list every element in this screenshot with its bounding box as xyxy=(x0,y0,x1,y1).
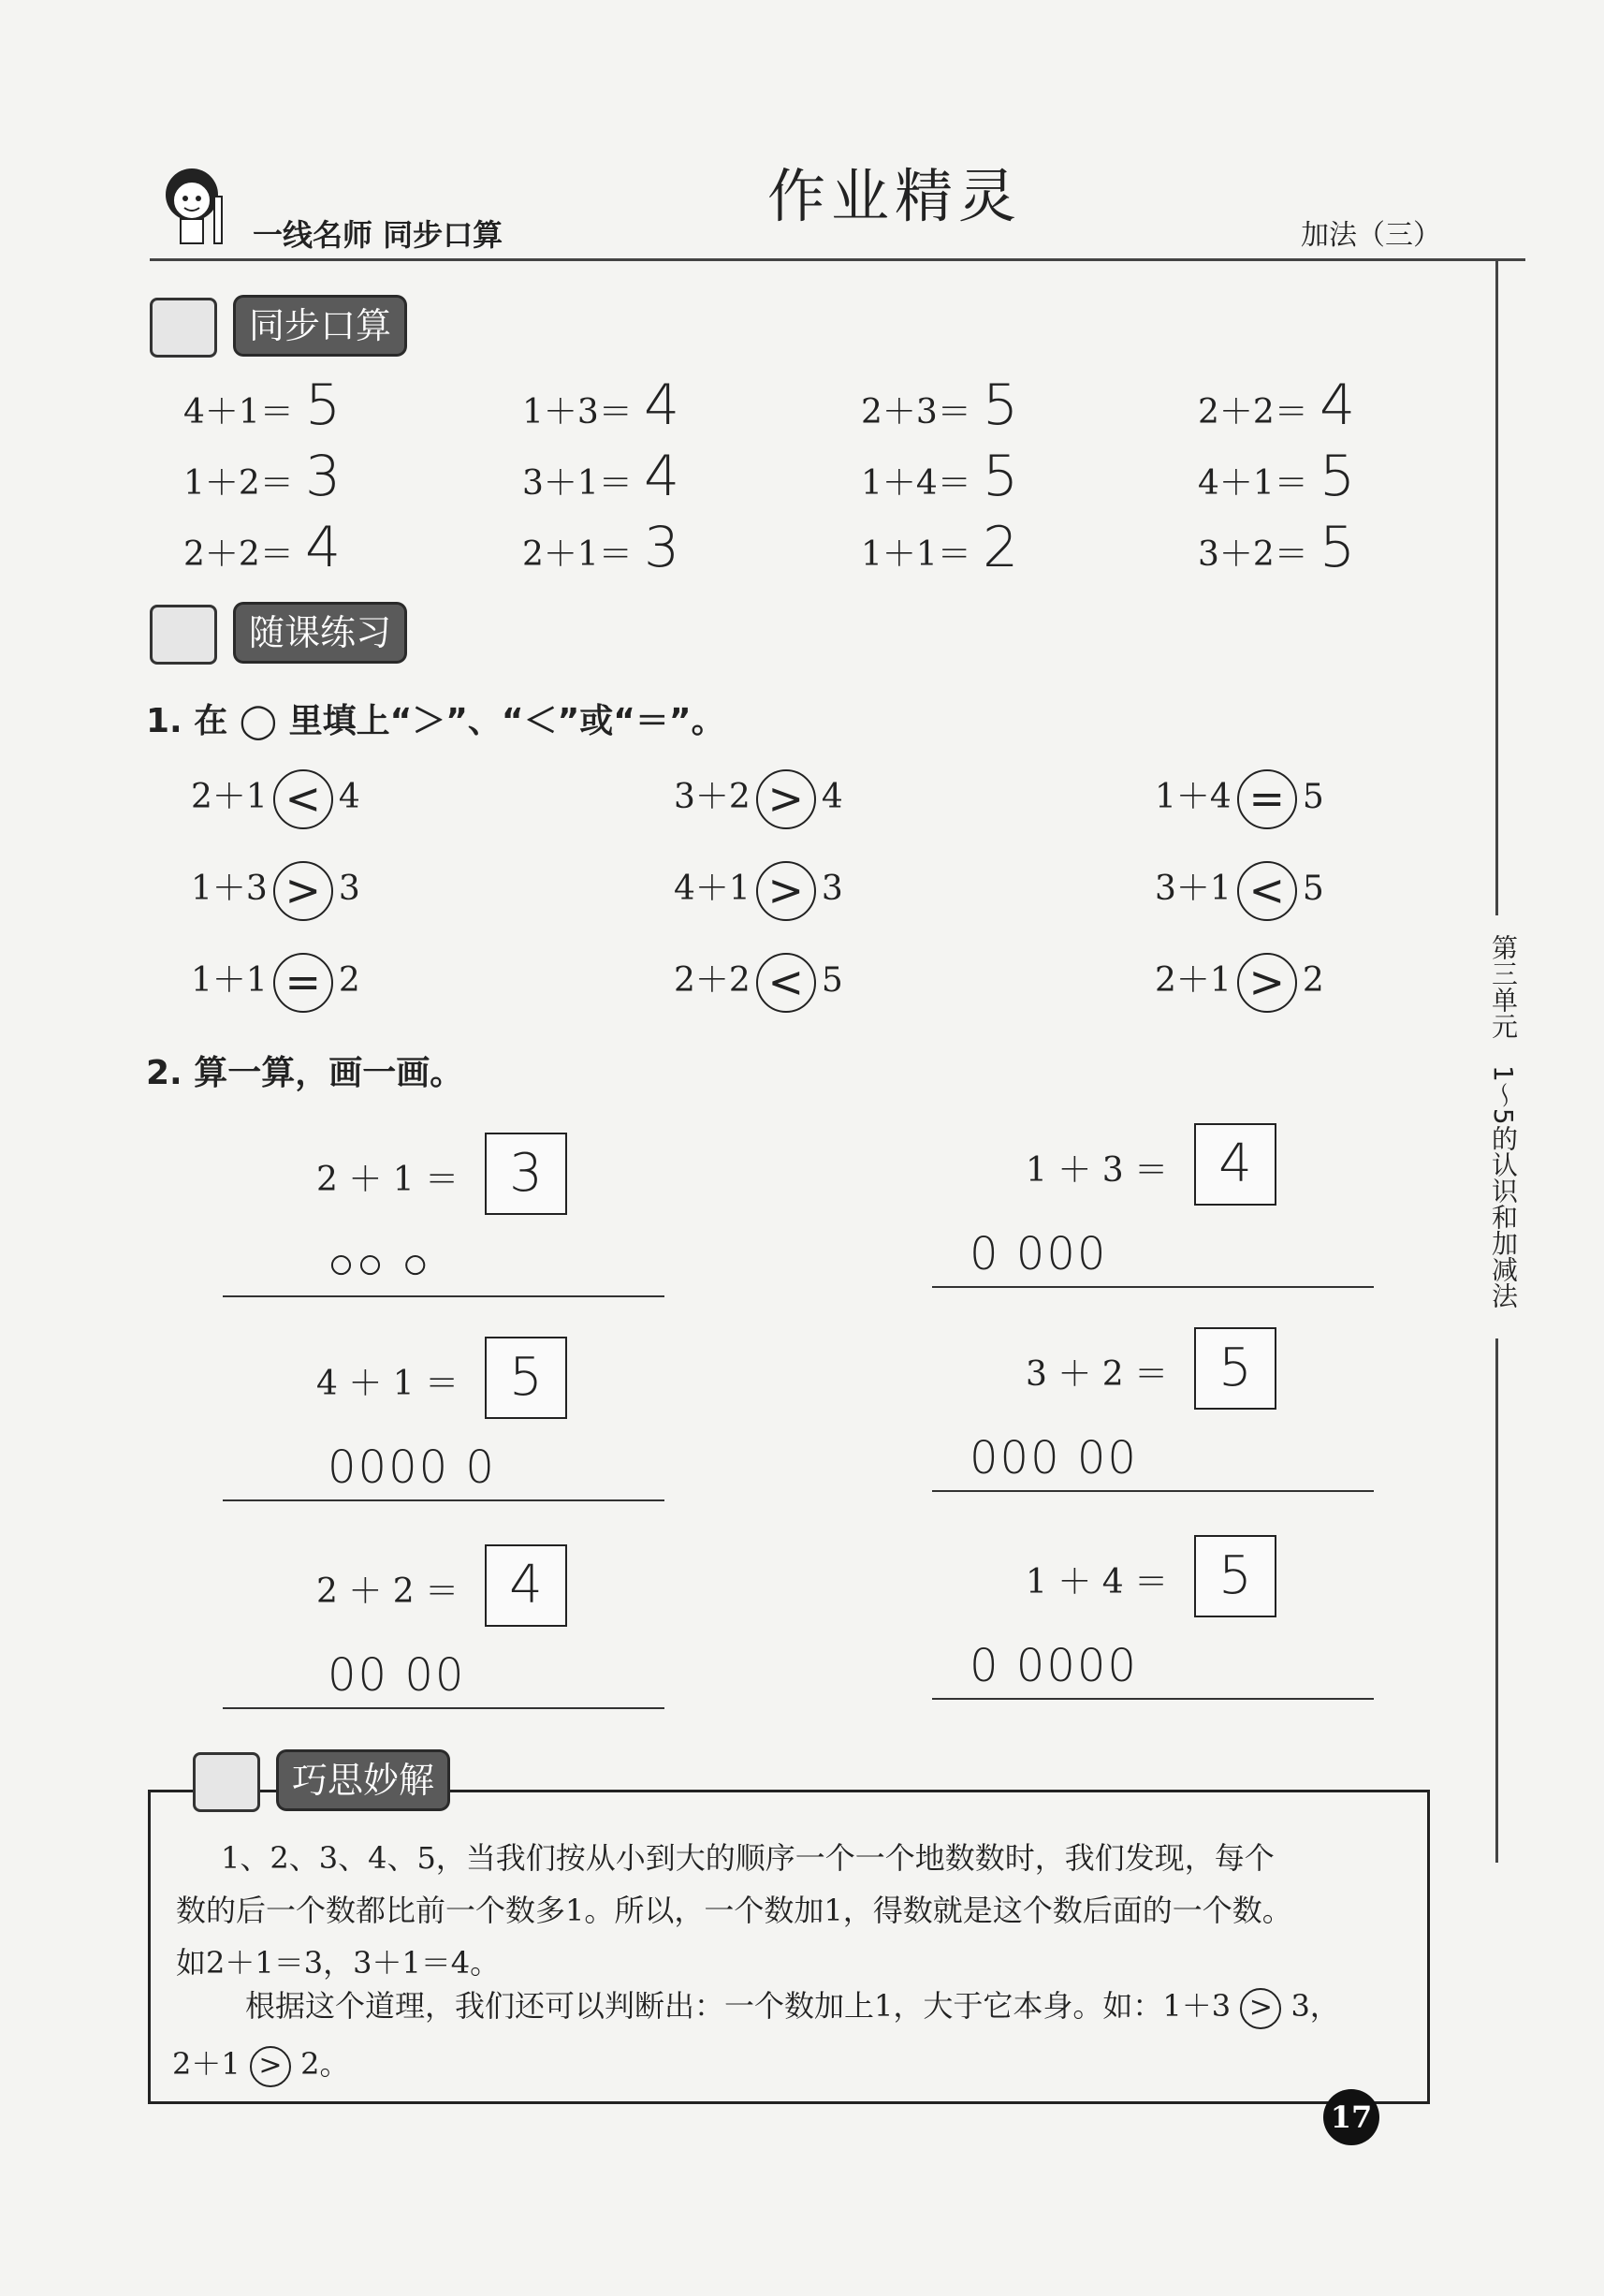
compare-right: 2 xyxy=(1302,961,1324,1000)
oral-answer: 3 xyxy=(644,515,680,580)
compare-answer-circle: < xyxy=(756,953,816,1013)
compare-item xyxy=(1155,953,1324,1013)
compare-left: 3＋1 xyxy=(1155,870,1232,908)
oral-answer: 5 xyxy=(305,373,342,438)
drawing-line xyxy=(223,1499,664,1501)
tip-line-4 xyxy=(245,1982,1340,2029)
compare-left: 2＋2 xyxy=(674,961,751,1000)
compare-answer-circle: > xyxy=(756,769,816,829)
compare-item xyxy=(674,769,843,829)
compare-left: 2＋1 xyxy=(191,778,268,816)
drawn-circles: ○○ ○ xyxy=(328,1237,431,1290)
compare-right: 3 xyxy=(338,870,360,908)
draw-equation: 2 ＋ 1 ＝ xyxy=(316,1161,459,1199)
compare-right: 5 xyxy=(821,961,843,1000)
compare-right: 5 xyxy=(1302,778,1324,816)
draw-equation: 1 ＋ 4 ＝ xyxy=(1026,1563,1169,1601)
oral-equation: 2＋2＝ xyxy=(1198,393,1308,431)
compare-left: 1＋3 xyxy=(191,870,268,908)
draw-equation: 1 ＋ 3 ＝ xyxy=(1026,1151,1169,1190)
compare-answer-circle: > xyxy=(273,861,333,921)
oral-equation: 4＋1＝ xyxy=(183,393,294,431)
compare-left: 1＋4 xyxy=(1155,778,1232,816)
compare-answer-circle: = xyxy=(1237,769,1297,829)
compare-answer-circle: > xyxy=(1237,953,1297,1013)
tip-line-3: 如2＋1＝3，3＋1＝4。 xyxy=(176,1945,501,1981)
tip-line-4-text: 根据这个道理，我们还可以判断出：一个数加上1，大于它本身。如：1＋3 xyxy=(245,1988,1232,2024)
compare-item xyxy=(191,769,360,829)
compare-answer-circle: > xyxy=(756,861,816,921)
oral-answer: 5 xyxy=(1320,515,1356,580)
section-title-tip: 巧思妙解 xyxy=(279,1752,447,1808)
section-title-oral: 同步口算 xyxy=(236,298,404,354)
drawing-line xyxy=(223,1707,664,1709)
compare-item xyxy=(1155,861,1324,921)
oral-equation: 2＋3＝ xyxy=(861,393,971,431)
tip-line-5-op: > xyxy=(250,2046,291,2087)
answer-box: 5 xyxy=(1194,1327,1276,1410)
mascot-icon xyxy=(154,159,248,253)
answer-box: 3 xyxy=(485,1133,567,1215)
draw-equation: 2 ＋ 2 ＝ xyxy=(316,1572,459,1611)
drawing-line xyxy=(223,1295,664,1297)
compare-left: 2＋1 xyxy=(1155,961,1232,1000)
oral-equation: 4＋1＝ xyxy=(1198,464,1308,503)
oral-equation: 3＋1＝ xyxy=(522,464,633,503)
oral-answer: 5 xyxy=(983,373,1019,438)
lesson-title: 加法（三） xyxy=(1301,219,1441,252)
answer-box: 4 xyxy=(485,1544,567,1627)
answer-box: 5 xyxy=(485,1337,567,1419)
oral-equation: 1＋4＝ xyxy=(861,464,971,503)
draw-equation: 4 ＋ 1 ＝ xyxy=(316,1365,459,1403)
page-number: 17 xyxy=(1323,2089,1379,2145)
drawn-circles: 0000 0 xyxy=(328,1441,496,1494)
compare-right: 4 xyxy=(821,778,843,816)
tip-line-5-text: 2＋1 xyxy=(172,2046,241,2082)
draw-equation: 3 ＋ 2 ＝ xyxy=(1026,1355,1169,1394)
oral-equation: 1＋3＝ xyxy=(522,393,633,431)
answer-box: 4 xyxy=(1194,1123,1276,1206)
compare-answer-circle: < xyxy=(273,769,333,829)
oral-equation: 3＋2＝ xyxy=(1198,535,1308,574)
tip-line-4-op: > xyxy=(1240,1988,1281,2029)
question-1: 1. 在 ◯ 里填上“＞”、“＜”或“＝”。 xyxy=(146,702,725,740)
tip-line-1: 1、2、3、4、5，当我们按从小到大的顺序一个一个地数数时，我们发现，每个 xyxy=(221,1840,1275,1876)
tip-line-5-end: 2。 xyxy=(300,2046,350,2082)
compare-item xyxy=(674,861,843,921)
compare-answer-circle: < xyxy=(1237,861,1297,921)
answer-box: 5 xyxy=(1194,1535,1276,1617)
section-icon-thinker xyxy=(193,1752,260,1812)
oral-equation: 2＋1＝ xyxy=(522,535,633,574)
oral-answer: 5 xyxy=(1320,444,1356,509)
drawn-circles: 0 0000 xyxy=(970,1640,1138,1692)
compare-item xyxy=(1155,769,1324,829)
compare-item xyxy=(191,953,360,1013)
watermark-title: 作业精灵 xyxy=(767,162,1023,230)
compare-right: 4 xyxy=(338,778,360,816)
section-icon-student xyxy=(150,298,217,358)
drawing-line xyxy=(932,1698,1374,1700)
header-divider xyxy=(150,258,1525,261)
drawing-line xyxy=(932,1490,1374,1492)
compare-left: 3＋2 xyxy=(674,778,751,816)
compare-item xyxy=(674,953,843,1013)
oral-equation: 2＋2＝ xyxy=(183,535,294,574)
oral-answer: 2 xyxy=(983,515,1019,580)
brand-title: 一线名师 同步口算 xyxy=(253,217,503,253)
compare-left: 4＋1 xyxy=(674,870,751,908)
oral-answer: 4 xyxy=(1320,373,1356,438)
side-divider-bottom xyxy=(1495,1338,1498,1863)
question-2: 2. 算一算，画一画。 xyxy=(146,1054,464,1092)
drawing-line xyxy=(932,1286,1374,1288)
compare-left: 1＋1 xyxy=(191,961,268,1000)
compare-item xyxy=(191,861,360,921)
compare-right: 2 xyxy=(338,961,360,1000)
drawn-circles: 0 000 xyxy=(970,1228,1108,1280)
oral-answer: 4 xyxy=(305,515,342,580)
section-title-practice: 随课练习 xyxy=(236,605,404,661)
tip-line-2: 数的后一个数都比前一个数多1。所以，一个数加1，得数就是这个数后面的一个数。 xyxy=(176,1893,1292,1928)
oral-answer: 3 xyxy=(305,444,342,509)
oral-answer: 4 xyxy=(644,373,680,438)
drawn-circles: 00 00 xyxy=(328,1649,466,1702)
side-divider-top xyxy=(1495,260,1498,915)
oral-answer: 4 xyxy=(644,444,680,509)
compare-right: 3 xyxy=(821,870,843,908)
drawn-circles: 000 00 xyxy=(970,1432,1138,1484)
oral-equation: 1＋1＝ xyxy=(861,535,971,574)
oral-answer: 5 xyxy=(983,444,1019,509)
section-icon-reading xyxy=(150,605,217,665)
tip-line-4-end: 3， xyxy=(1290,1988,1340,2024)
unit-label: 第三单元 1～5的认识和加减法 xyxy=(1488,934,1519,1309)
tip-line-5 xyxy=(172,2040,349,2087)
compare-answer-circle: = xyxy=(273,953,333,1013)
oral-equation: 1＋2＝ xyxy=(183,464,294,503)
compare-right: 5 xyxy=(1302,870,1324,908)
